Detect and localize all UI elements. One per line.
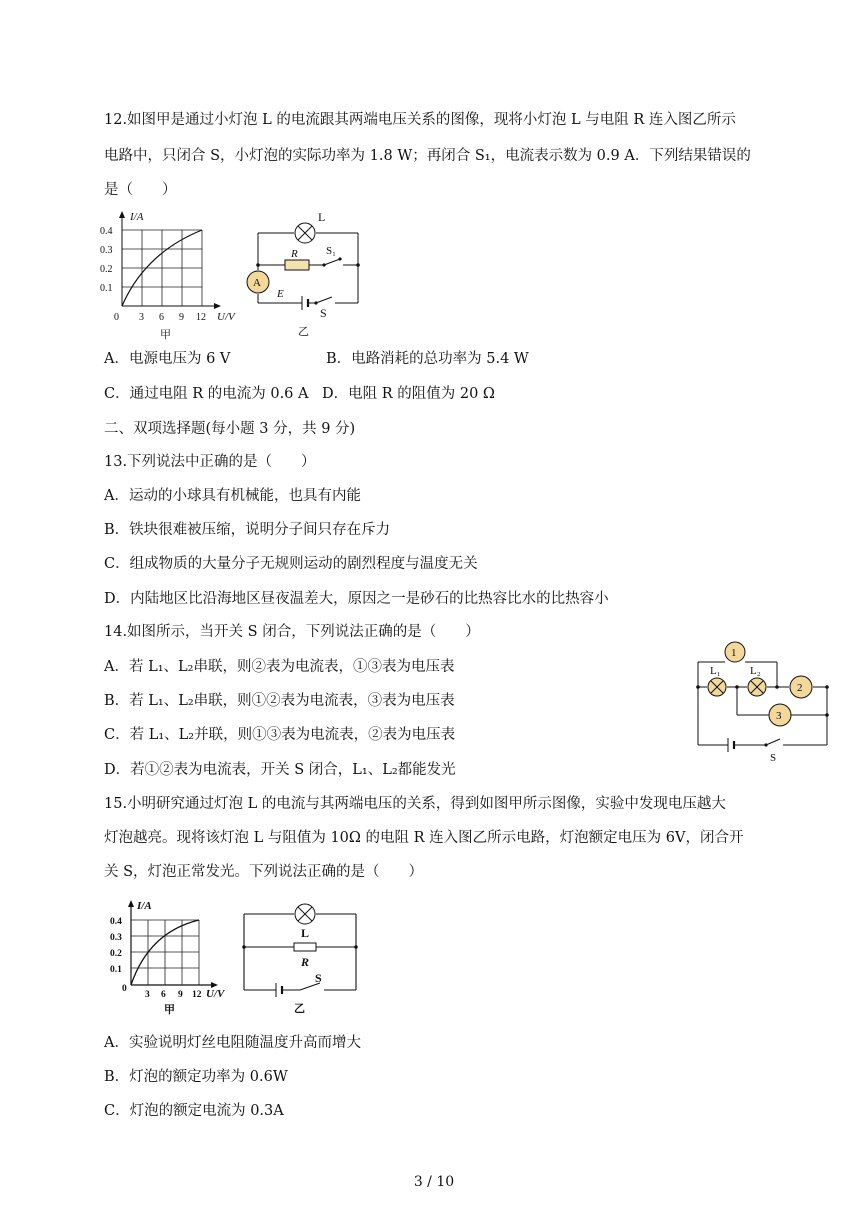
q12-line-2: 电路中，只闭合 S，小灯泡的实际功率为 1.8 W；再闭合 S₁，电流表示数为 0.9 A．下列结果错误的 (104, 148, 751, 164)
q14-circuit (690, 640, 835, 765)
q14-switch-label: S (770, 752, 777, 764)
q12-switch1-label: S₁ (326, 245, 336, 257)
q13-option-c: C．组成物质的大量分子无规则运动的剧烈程度与温度无关 (104, 556, 478, 572)
q12-x-axis-label: U/V (217, 311, 235, 323)
q13-option-d: D．内陆地区比沿海地区昼夜温差大，原因之一是砂石的比热容比水的比热容小 (104, 591, 609, 607)
section-heading: 二、双项选择题(每小题 3 分，共 9 分) (104, 421, 356, 437)
q12-caption-yi: 乙 (298, 326, 309, 338)
q15-x-tick: 12 (192, 990, 202, 1000)
q15-resistor-icon (294, 943, 316, 951)
q15-x-tick: 3 (145, 990, 150, 1000)
q12-resistor-label: R (291, 248, 298, 260)
q12-x-tick: 12 (196, 312, 206, 323)
q12-option-d: D．电阻 R 的阻值为 20 Ω (322, 386, 495, 402)
q15-line-1: 15.小明研究通过灯泡 L 的电流与其两端电压的关系，得到如图甲所示图像，实验中发现电压越大 (104, 796, 726, 812)
q15-line-3: 关 S，灯泡正常发光。下列说法正确的是（ ） (104, 864, 424, 880)
q12-line-3: 是（ ） (104, 182, 177, 198)
q12-graph-jia (100, 208, 245, 340)
q14-option-d: D．若①②表为电流表，开关 S 闭合，L₁、L₂都能发光 (104, 762, 456, 778)
q12-y-tick: 0.4 (100, 226, 113, 237)
q15-option-a: A．实验说明灯丝电阻随温度升高而增大 (104, 1035, 361, 1051)
q14-meter-3-label: 3 (776, 710, 782, 722)
q12-graph-grid (122, 230, 202, 306)
q15-y-tick: 0.2 (110, 949, 122, 959)
q12-option-c: C．通过电阻 R 的电流为 0.6 A (104, 386, 309, 402)
q14-stem: 14.如图所示，当开关 S 闭合，下列说法正确的是（ ） (104, 624, 480, 640)
q12-line-1: 12.如图甲是通过小灯泡 L 的电流跟其两端电压关系的图像，现将小灯泡 L 与电阻 R 连入图乙所示 (104, 112, 736, 128)
q15-y-axis-label: I/A (137, 900, 152, 912)
q15-x-tick: 9 (178, 990, 183, 1000)
q13-option-b: B．铁块很难被压缩，说明分子间只存在斥力 (104, 522, 391, 538)
q12-switch-label: S (320, 306, 327, 320)
q15-caption-jia: 甲 (164, 1004, 175, 1016)
q12-option-a (104, 349, 230, 369)
q12-x-tick: 6 (159, 312, 164, 323)
q12-x-tick: 3 (139, 312, 144, 323)
q15-x-tick: 6 (161, 990, 166, 1000)
q14-meter-2-label: 2 (797, 682, 803, 694)
q12-lamp-label: L (318, 210, 326, 224)
q12-y-tick: 0.3 (100, 245, 113, 256)
q15-y-tick: 0.3 (110, 933, 122, 943)
q14-option-a: A．若 L₁、L₂串联，则②表为电流表，①③表为电压表 (104, 659, 455, 675)
q12-y-axis-label: I/A (130, 211, 144, 223)
q15-y-tick: 0.4 (110, 917, 122, 927)
page-number: 3 / 10 (413, 1174, 455, 1190)
q12-source-label: E (277, 288, 284, 300)
q13-option-a: A．运动的小球具有机械能，也具有内能 (104, 488, 361, 504)
q15-option-b: B．灯泡的额定功率为 0.6W (104, 1069, 288, 1085)
q15-caption-yi: 乙 (294, 1003, 305, 1015)
q15-switch-label: S (315, 971, 322, 985)
q14-option-b: B．若 L₁、L₂串联，则①②表为电流表，③表为电压表 (104, 693, 455, 709)
q12-y-tick: 0.2 (100, 264, 113, 275)
q14-lamp-2-label: L₂ (750, 665, 761, 677)
q15-circuit-yi (236, 900, 366, 1025)
q12-resistor-icon (285, 260, 309, 270)
q12-option-b: B．电路消耗的总功率为 5.4 W (326, 351, 529, 367)
q15-lamp-label: L (301, 926, 310, 940)
q15-y-tick: 0.1 (110, 965, 122, 975)
q12-caption-jia: 甲 (160, 329, 171, 340)
q12-x-tick: 9 (179, 312, 184, 323)
q14-option-c: C．若 L₁、L₂并联，则①③表为电流表，②表为电压表 (104, 727, 456, 743)
q15-graph-jia (104, 896, 244, 1021)
q15-graph-grid (131, 920, 199, 985)
q12-ammeter-label: A (253, 277, 261, 289)
q15-line-2: 灯泡越亮。现将该灯泡 L 与阻值为 10Ω 的电阻 R 连入图乙所示电路，灯泡额定电压为 6V，闭合开 (104, 830, 744, 846)
q12-y-tick: 0.1 (100, 283, 113, 294)
q12-circuit-yi (240, 208, 370, 340)
q12-x-tick: 0 (114, 312, 119, 323)
q12-option-a-text: A．电源电压为 6 V (104, 351, 231, 367)
q15-option-c: C．灯泡的额定电流为 0.3A (104, 1103, 284, 1119)
q15-x-axis-label: U/V (206, 988, 225, 1000)
q13-stem: 13.下列说法中正确的是（ ） (104, 454, 316, 470)
q14-meter-1-label: 1 (731, 647, 737, 659)
q14-lamp-1-label: L₁ (710, 665, 721, 677)
q15-x-tick: 0 (122, 984, 127, 994)
q15-resistor-label: R (301, 955, 310, 969)
